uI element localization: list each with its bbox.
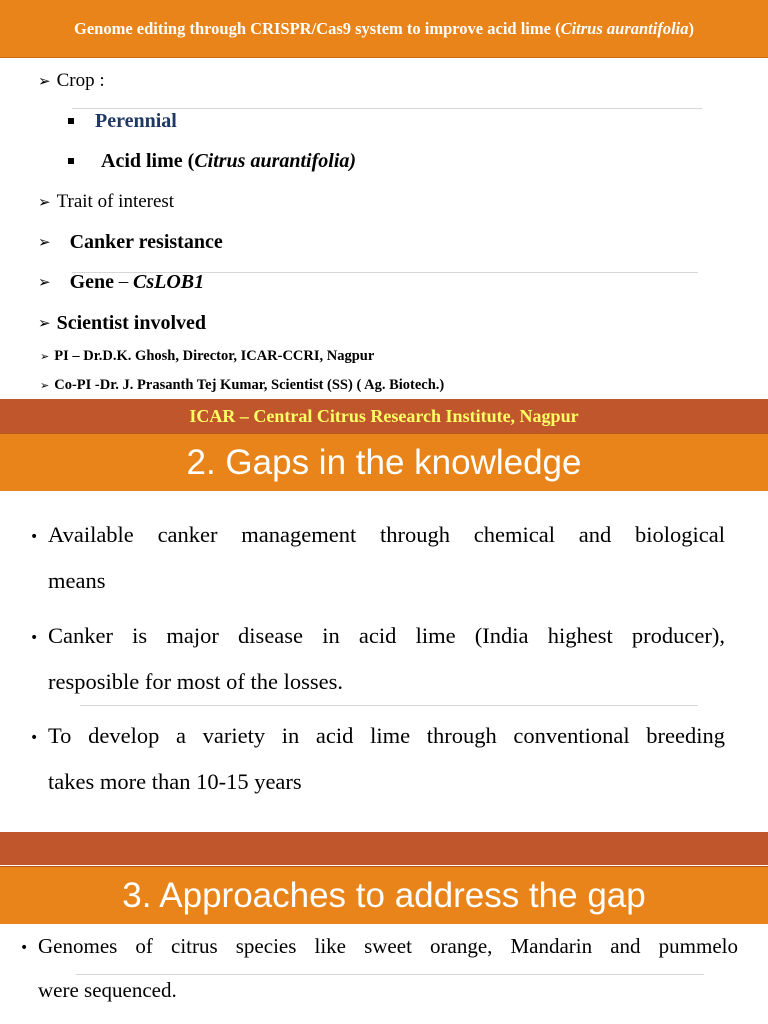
arrow-bullet-icon: ➢ (38, 313, 51, 332)
approach-bullet-1-line2: were sequenced. (38, 978, 177, 1002)
gap-bullet-2-line1: Canker is major disease in acid lime (India highest producer), (48, 623, 725, 648)
square-bullet-icon (68, 118, 74, 124)
crop-label: Crop : (56, 70, 105, 91)
gap-bullet-3-line1: To develop a variety in acid lime through conventional breeding (48, 723, 725, 748)
slide-title-banner (0, 0, 768, 58)
approach-bullet-1 (20, 924, 738, 1012)
gap-bullet-2-line2: resposible for most of the losses. (48, 669, 343, 694)
crop-row (38, 68, 105, 94)
copi-line: Co-PI -Dr. J. Prasanth Tej Kumar, Scientist (SS) ( Ag. Biotech.) (54, 376, 445, 393)
round-bullet-icon: • (30, 529, 39, 545)
slide-divider-band (0, 832, 768, 865)
gene-label: Gene (69, 270, 115, 293)
arrow-bullet-icon: ➢ (40, 349, 50, 363)
divider-line (80, 705, 698, 706)
gap-bullet-1-line2: means (48, 568, 106, 593)
acid-lime-prefix: Acid lime ( (101, 149, 195, 172)
acid-lime-italic: Citrus aurantifolia) (194, 149, 357, 172)
arrow-bullet-icon: ➢ (38, 192, 51, 211)
copi-row (40, 375, 444, 395)
gap-bullet-3-line2: takes more than 10-15 years (48, 769, 302, 794)
institute-footer: ICAR – Central Citrus Research Institute, Nagpur (0, 399, 768, 433)
slide-title-prefix: Genome editing through CRISPR/Cas9 system to improve acid lime ( (73, 18, 561, 38)
arrow-bullet-icon: ➢ (40, 378, 50, 392)
acid-lime-label (101, 150, 356, 173)
gap-bullet-1-line1: Available canker management through chemical and biological (48, 522, 725, 547)
arrow-bullet-icon: ➢ (38, 71, 51, 90)
canker-resistance-label: Canker resistance (69, 230, 223, 253)
acid-lime-row (68, 147, 356, 175)
perennial-label: Perennial (95, 109, 177, 132)
divider-line (76, 974, 704, 975)
approach-bullet-1-line1: Genomes of citrus species like sweet orange, Mandarin and pummelo (38, 934, 738, 958)
arrow-bullet-icon: ➢ (38, 272, 51, 291)
arrow-bullet-icon: ➢ (38, 232, 51, 251)
pi-row (40, 346, 374, 366)
round-bullet-icon: • (20, 940, 29, 956)
trait-label: Trait of interest (56, 191, 175, 212)
pi-line: PI – Dr.D.K. Ghosh, Director, ICAR-CCRI, Nagpur (54, 347, 375, 364)
square-bullet-icon (68, 158, 74, 164)
scientist-label: Scientist involved (56, 311, 207, 334)
round-bullet-icon: • (30, 730, 39, 746)
gene-dash: – (114, 271, 134, 292)
section-header-gaps: 2. Gaps in the knowledge (0, 433, 768, 491)
gene-name: CsLOB1 (133, 270, 205, 293)
slide-title-italic: Citrus aurantifolia (560, 18, 689, 38)
gap-bullet-1 (30, 512, 725, 604)
perennial-row (68, 107, 177, 135)
trait-row (38, 189, 174, 215)
canker-resistance-row (38, 228, 223, 256)
gap-bullet-2 (30, 613, 725, 705)
scientist-row (38, 309, 206, 337)
gap-bullet-3 (30, 713, 725, 805)
gene-row (38, 268, 204, 296)
round-bullet-icon: • (30, 630, 39, 646)
slide-title-suffix: ) (688, 18, 695, 38)
section-header-approaches: 3. Approaches to address the gap (0, 866, 768, 924)
